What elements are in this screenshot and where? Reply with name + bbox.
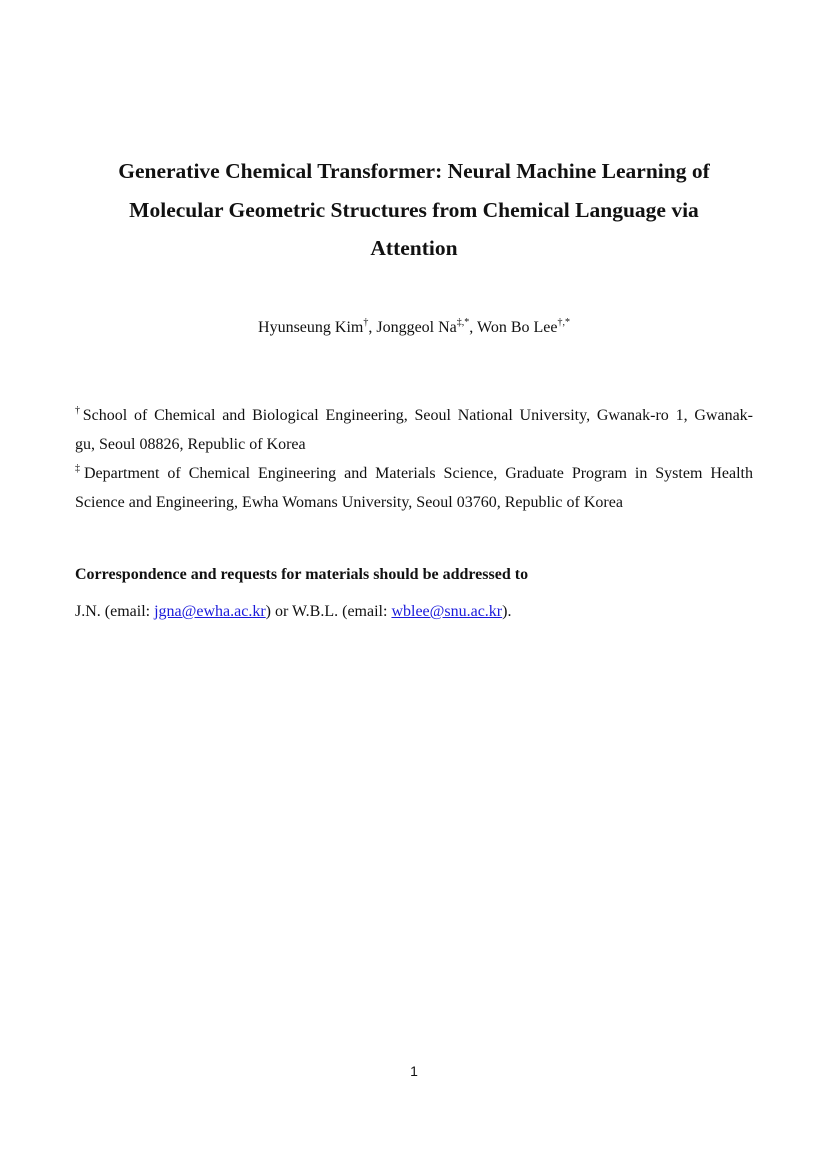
author-name: Won Bo Lee	[477, 319, 558, 336]
email-link-wblee[interactable]: wblee@snu.ac.kr	[391, 603, 503, 620]
correspondence-heading: Correspondence and requests for materials should be addressed to	[75, 566, 529, 583]
email-link-jgna[interactable]: jgna@ewha.ac.kr	[154, 603, 266, 620]
correspondence-line	[75, 600, 511, 624]
affiliation-line	[75, 459, 753, 488]
title-line-1: Generative Chemical Transformer: Neural Machine Learning of	[118, 159, 710, 183]
affiliation-mark: ‡	[75, 463, 84, 474]
affiliation-mark: †	[75, 405, 83, 416]
page-number: 1	[410, 1063, 418, 1079]
author-list	[0, 316, 828, 340]
correspondence-middle: ) or W.B.L. (email:	[265, 603, 392, 620]
affiliation-seoul-national-university	[75, 401, 753, 459]
author-separator: ,	[368, 319, 377, 336]
paper-title	[90, 152, 738, 268]
title-line-2: Molecular Geometric Structures from Chemical Language via	[129, 197, 699, 222]
author-affiliation-mark: ‡,*	[456, 317, 470, 328]
author-separator: ,	[469, 319, 477, 336]
author-affiliation-mark: †,*	[557, 317, 570, 328]
affiliation-text: Department of Chemical Engineering and Materials Science, Graduate Program in System Health	[83, 465, 754, 482]
affiliation-text: School of Chemical and Biological Engineering, Seoul National University, Gwanak-ro 1, Gwanak-	[82, 407, 753, 424]
author-name: Hyunseung Kim	[258, 319, 364, 336]
author-name: Jonggeol Na	[376, 319, 457, 336]
correspondence-prefix: J.N. (email:	[75, 603, 155, 620]
title-line-3: Attention	[370, 236, 458, 260]
correspondence-suffix: ).	[502, 603, 512, 620]
affiliation-ewha-womans-university	[75, 459, 753, 517]
author-affiliation-mark: †	[363, 317, 369, 328]
affiliation-line	[75, 401, 753, 430]
affiliation-line: Science and Engineering, Ewha Womans University, Seoul 03760, Republic of Korea	[75, 494, 623, 511]
affiliation-line: gu, Seoul 08826, Republic of Korea	[75, 436, 306, 453]
